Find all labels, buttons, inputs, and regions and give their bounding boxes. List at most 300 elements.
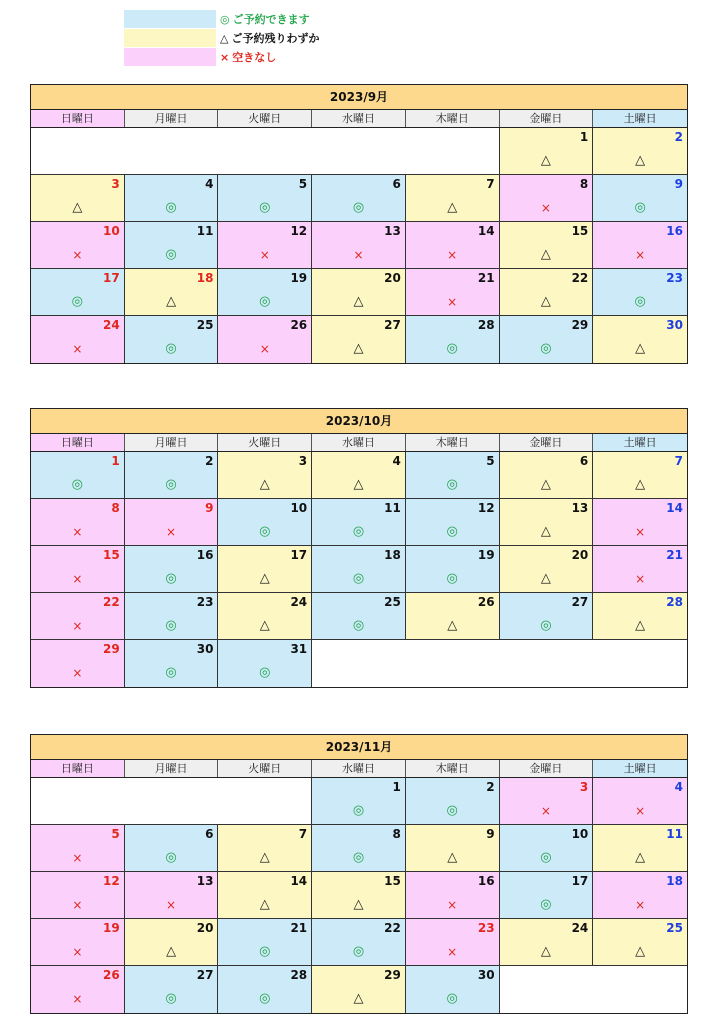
weekday-label: 火曜日 bbox=[218, 110, 312, 127]
availability-ok-icon: ◎ bbox=[540, 850, 552, 865]
day-number: 12 bbox=[103, 874, 120, 888]
day-cell[interactable] bbox=[593, 546, 687, 593]
day-number: 20 bbox=[384, 271, 401, 285]
availability-full-icon: × bbox=[72, 898, 83, 912]
availability-ok-icon: ◎ bbox=[165, 850, 177, 865]
day-cell[interactable] bbox=[593, 778, 687, 825]
day-cell[interactable] bbox=[312, 546, 406, 593]
availability-full-icon: × bbox=[259, 342, 270, 356]
legend-label: ご予約できます bbox=[232, 13, 310, 26]
day-cell[interactable] bbox=[218, 640, 312, 687]
day-cell[interactable] bbox=[218, 966, 312, 1013]
day-cell[interactable] bbox=[125, 316, 219, 363]
day-number: 5 bbox=[486, 454, 495, 468]
availability-few-icon: △ bbox=[166, 294, 177, 309]
legend-item-full bbox=[124, 48, 319, 66]
day-number: 12 bbox=[477, 501, 495, 515]
day-cell[interactable] bbox=[406, 546, 500, 593]
day-number: 10 bbox=[571, 827, 589, 841]
availability-ok-icon: ◎ bbox=[259, 665, 271, 680]
day-cell[interactable] bbox=[125, 593, 219, 640]
day-number: 19 bbox=[290, 271, 308, 285]
weekday-label: 土曜日 bbox=[593, 110, 687, 127]
weekday-label: 金曜日 bbox=[500, 110, 594, 127]
weekday-label: 月曜日 bbox=[125, 110, 219, 127]
availability-few-icon: △ bbox=[635, 153, 646, 168]
day-cell[interactable] bbox=[31, 872, 125, 919]
day-number: 27 bbox=[384, 318, 401, 332]
day-number: 23 bbox=[477, 921, 495, 935]
day-number: 21 bbox=[666, 548, 683, 562]
empty-cell bbox=[593, 966, 687, 1013]
day-cell[interactable] bbox=[593, 316, 687, 363]
legend-item-ok bbox=[124, 10, 319, 28]
day-cell[interactable] bbox=[125, 966, 219, 1013]
day-number: 29 bbox=[103, 642, 120, 656]
day-number: 20 bbox=[196, 921, 214, 935]
day-number: 27 bbox=[196, 968, 214, 982]
day-number: 14 bbox=[477, 224, 495, 238]
availability-few-icon: △ bbox=[540, 153, 551, 168]
weekday-label: 日曜日 bbox=[31, 110, 125, 127]
day-number: 10 bbox=[290, 501, 308, 515]
availability-full-icon: × bbox=[72, 248, 83, 262]
availability-ok-icon: ◎ bbox=[352, 944, 365, 959]
day-cell[interactable] bbox=[31, 966, 125, 1013]
weekday-label: 日曜日 bbox=[31, 434, 125, 451]
day-number: 17 bbox=[103, 271, 120, 285]
day-cell[interactable] bbox=[125, 546, 219, 593]
day-cell[interactable] bbox=[500, 919, 594, 966]
day-cell[interactable] bbox=[406, 919, 500, 966]
day-cell[interactable] bbox=[500, 269, 594, 316]
day-number: 19 bbox=[477, 548, 495, 562]
day-cell[interactable] bbox=[218, 316, 312, 363]
availability-ok-icon: ◎ bbox=[259, 200, 271, 215]
calendar-october bbox=[30, 408, 688, 688]
weekday-label: 水曜日 bbox=[312, 110, 406, 127]
day-number: 30 bbox=[477, 968, 495, 982]
legend-symbol: △ bbox=[220, 31, 229, 45]
day-cell[interactable] bbox=[31, 222, 125, 269]
day-cell[interactable] bbox=[125, 269, 219, 316]
day-cell[interactable] bbox=[31, 499, 125, 546]
calendar-grid bbox=[31, 452, 687, 687]
day-number: 2 bbox=[674, 130, 683, 144]
day-number: 14 bbox=[666, 501, 683, 515]
day-number: 30 bbox=[196, 642, 214, 656]
day-number: 26 bbox=[477, 595, 495, 609]
day-number: 2 bbox=[205, 454, 214, 468]
availability-ok-icon: ◎ bbox=[352, 850, 365, 865]
availability-ok-icon: ◎ bbox=[165, 618, 177, 633]
day-cell[interactable] bbox=[406, 222, 500, 269]
day-number: 20 bbox=[571, 548, 589, 562]
day-cell[interactable] bbox=[406, 593, 500, 640]
day-cell[interactable] bbox=[125, 919, 219, 966]
availability-full-icon: × bbox=[72, 525, 83, 539]
availability-ok-icon: ◎ bbox=[165, 247, 177, 262]
availability-full-icon: × bbox=[72, 992, 83, 1006]
empty-cell bbox=[218, 128, 312, 175]
availability-full-icon: × bbox=[447, 295, 458, 309]
day-cell[interactable] bbox=[593, 222, 687, 269]
day-cell[interactable] bbox=[31, 316, 125, 363]
availability-ok-icon: ◎ bbox=[446, 571, 458, 586]
calendar-title: 2023/11月 bbox=[31, 735, 687, 760]
day-number: 15 bbox=[384, 874, 401, 888]
day-cell[interactable] bbox=[406, 316, 500, 363]
availability-few-icon: △ bbox=[259, 897, 270, 912]
day-number: 4 bbox=[674, 780, 683, 794]
day-cell[interactable] bbox=[593, 128, 687, 175]
day-number: 25 bbox=[666, 921, 683, 935]
day-number: 14 bbox=[290, 874, 308, 888]
day-number: 15 bbox=[571, 224, 589, 238]
availability-few-icon: △ bbox=[635, 850, 646, 865]
availability-few-icon: △ bbox=[353, 991, 364, 1006]
day-number: 6 bbox=[392, 177, 401, 191]
day-cell[interactable] bbox=[500, 778, 594, 825]
day-cell[interactable] bbox=[593, 593, 687, 640]
day-cell[interactable] bbox=[593, 499, 687, 546]
availability-ok-icon: ◎ bbox=[259, 524, 271, 539]
availability-ok-icon: ◎ bbox=[352, 803, 365, 818]
day-cell[interactable] bbox=[593, 175, 687, 222]
empty-cell bbox=[500, 640, 594, 687]
legend-symbol: × bbox=[220, 50, 230, 64]
day-cell[interactable] bbox=[31, 546, 125, 593]
availability-ok-icon: ◎ bbox=[446, 524, 458, 539]
day-cell[interactable] bbox=[125, 499, 219, 546]
day-cell[interactable] bbox=[312, 452, 406, 499]
day-cell[interactable] bbox=[312, 778, 406, 825]
legend-symbol: ◎ bbox=[220, 12, 230, 26]
day-number: 22 bbox=[384, 921, 401, 935]
day-number: 13 bbox=[196, 874, 214, 888]
weekday-label: 金曜日 bbox=[500, 434, 594, 451]
availability-ok-icon: ◎ bbox=[352, 524, 365, 539]
day-number: 23 bbox=[666, 271, 683, 285]
legend-swatch bbox=[124, 48, 216, 66]
empty-cell bbox=[31, 128, 125, 175]
day-cell[interactable] bbox=[218, 269, 312, 316]
day-cell[interactable] bbox=[312, 222, 406, 269]
availability-full-icon: × bbox=[635, 898, 646, 912]
empty-cell bbox=[125, 778, 219, 825]
day-number: 10 bbox=[103, 224, 120, 238]
day-number: 7 bbox=[674, 454, 683, 468]
day-cell[interactable] bbox=[218, 499, 312, 546]
calendar-september bbox=[30, 84, 688, 364]
weekday-label: 水曜日 bbox=[312, 434, 406, 451]
day-number: 9 bbox=[205, 501, 214, 515]
legend-item-few bbox=[124, 29, 319, 47]
day-cell[interactable] bbox=[500, 593, 594, 640]
day-number: 16 bbox=[666, 224, 683, 238]
day-cell[interactable] bbox=[312, 919, 406, 966]
availability-few-icon: △ bbox=[259, 850, 270, 865]
day-number: 15 bbox=[103, 548, 120, 562]
day-cell[interactable] bbox=[593, 919, 687, 966]
day-cell[interactable] bbox=[218, 222, 312, 269]
day-number: 25 bbox=[196, 318, 214, 332]
day-number: 9 bbox=[486, 827, 495, 841]
weekday-label: 日曜日 bbox=[31, 760, 125, 777]
day-number: 8 bbox=[111, 501, 120, 515]
calendar-grid bbox=[31, 778, 687, 1013]
day-cell[interactable] bbox=[218, 872, 312, 919]
day-number: 12 bbox=[290, 224, 308, 238]
day-number: 4 bbox=[392, 454, 401, 468]
empty-cell bbox=[312, 640, 406, 687]
day-number: 5 bbox=[111, 827, 120, 841]
availability-ok-icon: ◎ bbox=[71, 477, 84, 492]
day-cell[interactable] bbox=[406, 499, 500, 546]
weekday-label: 月曜日 bbox=[125, 760, 219, 777]
empty-cell bbox=[593, 640, 687, 687]
empty-cell bbox=[125, 128, 219, 175]
day-cell[interactable] bbox=[31, 825, 125, 872]
day-number: 16 bbox=[477, 874, 495, 888]
day-cell[interactable] bbox=[312, 966, 406, 1013]
empty-cell bbox=[218, 778, 312, 825]
day-cell[interactable] bbox=[500, 222, 594, 269]
availability-few-icon: △ bbox=[540, 524, 551, 539]
day-cell[interactable] bbox=[125, 222, 219, 269]
availability-full-icon: × bbox=[72, 619, 83, 633]
day-number: 17 bbox=[571, 874, 589, 888]
availability-few-icon: △ bbox=[72, 200, 83, 215]
day-number: 24 bbox=[571, 921, 589, 935]
availability-full-icon: × bbox=[72, 572, 83, 586]
day-cell[interactable] bbox=[500, 175, 594, 222]
availability-ok-icon: ◎ bbox=[165, 571, 177, 586]
day-cell[interactable] bbox=[593, 872, 687, 919]
availability-ok-icon: ◎ bbox=[259, 294, 271, 309]
availability-few-icon: △ bbox=[635, 944, 646, 959]
availability-ok-icon: ◎ bbox=[540, 897, 552, 912]
day-number: 26 bbox=[103, 968, 120, 982]
availability-full-icon: × bbox=[72, 666, 83, 680]
day-cell[interactable] bbox=[31, 269, 125, 316]
availability-full-icon: × bbox=[353, 248, 364, 262]
day-number: 19 bbox=[103, 921, 120, 935]
day-number: 21 bbox=[290, 921, 308, 935]
availability-few-icon: △ bbox=[540, 247, 551, 262]
day-cell[interactable] bbox=[218, 546, 312, 593]
day-cell[interactable] bbox=[31, 175, 125, 222]
day-cell[interactable] bbox=[500, 128, 594, 175]
availability-few-icon: △ bbox=[540, 571, 551, 586]
availability-ok-icon: ◎ bbox=[446, 477, 458, 492]
availability-full-icon: × bbox=[72, 945, 83, 959]
availability-ok-icon: ◎ bbox=[165, 200, 177, 215]
availability-few-icon: △ bbox=[353, 294, 364, 309]
day-number: 11 bbox=[666, 827, 683, 841]
availability-ok-icon: ◎ bbox=[165, 991, 177, 1006]
empty-cell bbox=[406, 640, 500, 687]
calendar-title: 2023/10月 bbox=[31, 409, 687, 434]
legend-swatch bbox=[124, 10, 216, 28]
day-cell[interactable] bbox=[31, 593, 125, 640]
weekday-header bbox=[31, 110, 687, 128]
day-cell[interactable] bbox=[31, 919, 125, 966]
day-number: 7 bbox=[486, 177, 495, 191]
availability-ok-icon: ◎ bbox=[446, 803, 458, 818]
day-number: 7 bbox=[298, 827, 308, 841]
day-cell[interactable] bbox=[500, 316, 594, 363]
availability-full-icon: × bbox=[166, 525, 177, 539]
day-number: 1 bbox=[111, 454, 120, 468]
day-number: 3 bbox=[298, 454, 308, 468]
day-cell[interactable] bbox=[500, 825, 594, 872]
day-number: 6 bbox=[579, 454, 589, 468]
availability-ok-icon: ◎ bbox=[634, 294, 646, 309]
weekday-label: 火曜日 bbox=[218, 434, 312, 451]
day-number: 23 bbox=[196, 595, 214, 609]
availability-ok-icon: ◎ bbox=[446, 341, 458, 356]
day-number: 24 bbox=[103, 318, 120, 332]
day-number: 9 bbox=[674, 177, 683, 191]
availability-full-icon: × bbox=[72, 851, 83, 865]
day-cell[interactable] bbox=[500, 546, 594, 593]
legend-label: 空きなし bbox=[232, 51, 277, 64]
day-number: 30 bbox=[666, 318, 683, 332]
availability-ok-icon: ◎ bbox=[165, 665, 177, 680]
day-cell[interactable] bbox=[125, 640, 219, 687]
legend-label: ご予約残りわずか bbox=[231, 32, 320, 45]
day-cell[interactable] bbox=[218, 175, 312, 222]
day-cell[interactable] bbox=[406, 966, 500, 1013]
day-cell[interactable] bbox=[406, 269, 500, 316]
day-number: 18 bbox=[666, 874, 683, 888]
availability-few-icon: △ bbox=[635, 618, 646, 633]
availability-ok-icon: ◎ bbox=[540, 341, 552, 356]
day-cell[interactable] bbox=[500, 872, 594, 919]
day-cell[interactable] bbox=[31, 640, 125, 687]
weekday-label: 金曜日 bbox=[500, 760, 594, 777]
day-number: 22 bbox=[103, 595, 120, 609]
availability-ok-icon: ◎ bbox=[165, 477, 177, 492]
day-cell[interactable] bbox=[125, 872, 219, 919]
empty-cell bbox=[500, 966, 594, 1013]
availability-few-icon: △ bbox=[447, 850, 458, 865]
availability-ok-icon: ◎ bbox=[259, 944, 271, 959]
availability-few-icon: △ bbox=[635, 341, 646, 356]
day-number: 22 bbox=[571, 271, 589, 285]
day-cell[interactable] bbox=[312, 316, 406, 363]
weekday-label: 月曜日 bbox=[125, 434, 219, 451]
day-number: 1 bbox=[392, 780, 401, 794]
day-number: 28 bbox=[477, 318, 495, 332]
day-cell[interactable] bbox=[500, 452, 594, 499]
availability-few-icon: △ bbox=[447, 618, 458, 633]
availability-full-icon: × bbox=[447, 898, 458, 912]
day-number: 2 bbox=[486, 780, 495, 794]
calendar-title: 2023/9月 bbox=[31, 85, 687, 110]
day-cell[interactable] bbox=[31, 452, 125, 499]
day-cell[interactable] bbox=[593, 452, 687, 499]
day-cell[interactable] bbox=[593, 825, 687, 872]
day-cell[interactable] bbox=[312, 499, 406, 546]
day-number: 17 bbox=[290, 548, 308, 562]
day-cell[interactable] bbox=[218, 593, 312, 640]
day-cell[interactable] bbox=[312, 269, 406, 316]
day-cell[interactable] bbox=[406, 872, 500, 919]
availability-few-icon: △ bbox=[259, 618, 270, 633]
availability-full-icon: × bbox=[635, 804, 646, 818]
day-cell[interactable] bbox=[218, 919, 312, 966]
day-cell[interactable] bbox=[406, 825, 500, 872]
availability-ok-icon: ◎ bbox=[352, 618, 365, 633]
availability-few-icon: △ bbox=[353, 341, 364, 356]
day-cell[interactable] bbox=[312, 593, 406, 640]
day-number: 29 bbox=[571, 318, 589, 332]
empty-cell bbox=[312, 128, 406, 175]
day-number: 3 bbox=[111, 177, 120, 191]
weekday-label: 水曜日 bbox=[312, 760, 406, 777]
day-number: 25 bbox=[384, 595, 401, 609]
day-number: 16 bbox=[196, 548, 214, 562]
day-cell[interactable] bbox=[218, 825, 312, 872]
calendar-grid bbox=[31, 128, 687, 363]
day-number: 18 bbox=[196, 271, 214, 285]
weekday-label: 木曜日 bbox=[406, 760, 500, 777]
day-cell[interactable] bbox=[312, 872, 406, 919]
day-cell[interactable] bbox=[312, 175, 406, 222]
availability-few-icon: △ bbox=[540, 294, 551, 309]
availability-full-icon: × bbox=[540, 804, 551, 818]
day-number: 28 bbox=[290, 968, 308, 982]
availability-full-icon: × bbox=[540, 201, 551, 215]
availability-few-icon: △ bbox=[259, 571, 270, 586]
day-cell[interactable] bbox=[593, 269, 687, 316]
day-cell[interactable] bbox=[406, 175, 500, 222]
availability-full-icon: × bbox=[447, 945, 458, 959]
day-cell[interactable] bbox=[500, 499, 594, 546]
availability-few-icon: △ bbox=[635, 477, 646, 492]
day-cell[interactable] bbox=[406, 452, 500, 499]
day-number: 13 bbox=[384, 224, 401, 238]
weekday-label: 木曜日 bbox=[406, 434, 500, 451]
availability-full-icon: × bbox=[166, 898, 177, 912]
calendar-november bbox=[30, 734, 688, 1014]
day-cell[interactable] bbox=[406, 778, 500, 825]
day-number: 6 bbox=[205, 827, 214, 841]
availability-full-icon: × bbox=[72, 342, 83, 356]
day-cell[interactable] bbox=[125, 825, 219, 872]
day-number: 4 bbox=[205, 177, 214, 191]
day-number: 5 bbox=[298, 177, 308, 191]
day-cell[interactable] bbox=[312, 825, 406, 872]
weekday-label: 土曜日 bbox=[593, 434, 687, 451]
weekday-header bbox=[31, 760, 687, 778]
availability-ok-icon: ◎ bbox=[259, 991, 271, 1006]
legend-swatch bbox=[124, 29, 216, 47]
day-number: 1 bbox=[579, 130, 589, 144]
availability-few-icon: △ bbox=[353, 897, 364, 912]
availability-ok-icon: ◎ bbox=[352, 571, 365, 586]
day-number: 21 bbox=[477, 271, 495, 285]
legend bbox=[124, 10, 319, 67]
day-number: 27 bbox=[571, 595, 589, 609]
day-cell[interactable] bbox=[125, 175, 219, 222]
day-cell[interactable] bbox=[218, 452, 312, 499]
day-number: 11 bbox=[196, 224, 214, 238]
day-number: 26 bbox=[290, 318, 308, 332]
day-cell[interactable] bbox=[125, 452, 219, 499]
